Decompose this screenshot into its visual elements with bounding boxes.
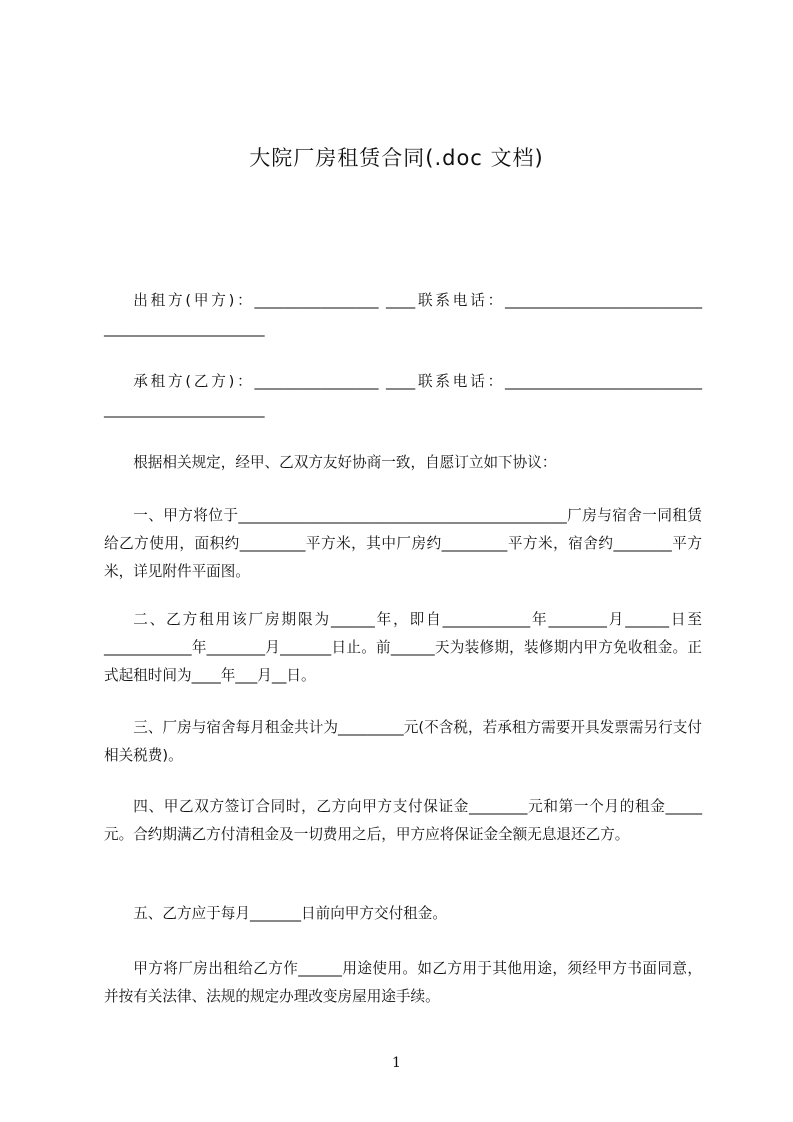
- page-number: 1: [392, 1055, 401, 1071]
- paragraph: 甲方将厂房出租给乙方作______用途使用。如乙方用于其他用途，须经甲方书面同意，并按有关法律、法规的规定办理改变房屋用途手续。: [104, 960, 702, 1005]
- paragraph: 二、乙方租用该厂房期限为______年，即自____________年________月______日至____________年________月_______日止。前______天为装修期，装修期内甲方免收租金。正式起租时间为____年___月__日。: [104, 611, 702, 684]
- clause-3: [104, 714, 702, 770]
- clause-1: [104, 502, 702, 586]
- clause-5: [104, 900, 702, 928]
- usage-clause: [104, 955, 702, 1011]
- preamble: [104, 449, 702, 477]
- lessor-line: [104, 287, 702, 343]
- paragraph: 四、甲乙双方签订合同时，乙方向甲方支付保证金________元和第一个月的租金_____元。合约期满乙方付清租金及一切费用之后，甲方应将保证金全额无息退还乙方。: [104, 798, 702, 843]
- paragraph: 三、厂房与宿舍每月租金共计为_________元(不含税，若承租方需要开具发票需另行支付相关税费)。: [104, 719, 702, 764]
- document-title: 大院厂房租赁合同(.doc 文档): [249, 146, 544, 170]
- lessee-line: [104, 368, 702, 424]
- paragraph: 一、甲方将位于_____________________________________________厂房与宿舍一同租赁给乙方使用，面积约_________平方米，其中厂房约_________平方米，宿舍约________平方米，详见附件平面图。: [104, 507, 702, 580]
- paragraph: 出租方(甲方)：_________________ ____联系电话：___________________________ ______________________: [104, 292, 702, 337]
- paragraph: 五、乙方应于每月_______日前向甲方交付租金。: [133, 905, 447, 922]
- clause-2: [104, 606, 702, 690]
- clause-4: [104, 793, 702, 849]
- paragraph: 承租方(乙方)：_________________ ____联系电话：___________________________ ______________________: [104, 373, 702, 418]
- paragraph: 根据相关规定，经甲、乙双方友好协商一致，自愿订立如下协议：: [133, 454, 557, 471]
